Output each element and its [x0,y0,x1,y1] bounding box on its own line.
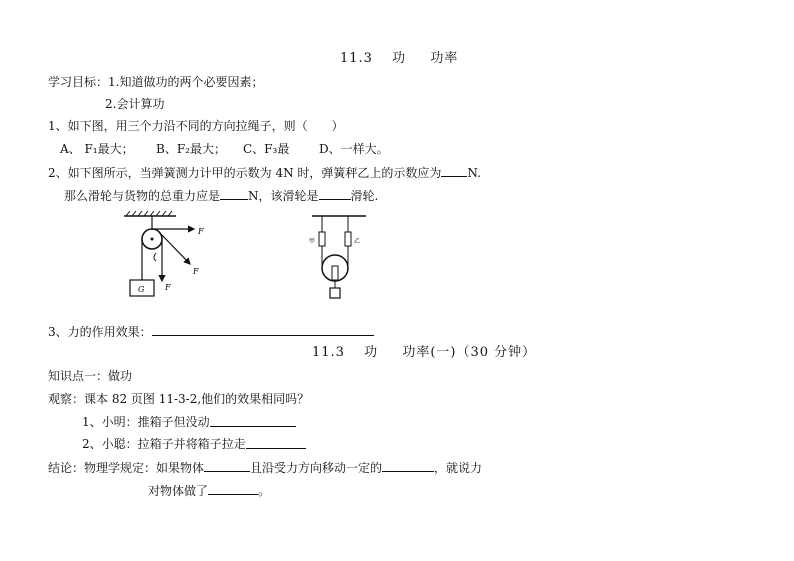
observe-item-1-text: 1、小明：推箱子但没动 [82,415,210,429]
answer-blank-distance[interactable] [382,460,434,472]
observe-item-1 [82,415,296,429]
knowledge-point-1: 知识点一：做功 [48,369,133,383]
observe-item-2 [82,437,306,451]
question-2-text-d: N，该滑轮是 [248,189,319,203]
learning-goal-1: 1.知道做功的两个必要因素； [108,75,264,89]
conclusion-line-2 [148,483,270,498]
learning-goal-prefix: 学习目标： [48,75,109,89]
spring-balance-right-label: 乙 [354,238,361,245]
answer-blank-total-weight[interactable] [220,188,248,200]
answer-blank-item-2[interactable] [246,441,306,449]
question-1-stem: 1、如下图，用三个力沿不同的方向拉绳子，则（ ） [48,119,344,133]
question-1-option-b: B、F₂最大； [156,142,226,156]
load-block [330,288,340,298]
force-arrow-diagonal [159,232,190,264]
observe-item-2-text: 2、小聪：拉箱子并将箱子拉走 [82,437,246,451]
answer-blank-spring-reading[interactable] [441,165,467,177]
fixed-pulley-figure [118,208,218,300]
question-1-option-c: C、F₃最 [243,142,290,156]
conclusion-text-c: ，就说力 [434,461,483,475]
question-2-line-1 [48,165,481,180]
question-1-option-a: A、 F₁最大； [60,142,134,156]
question-2-text-e: 滑轮. [350,189,379,203]
pulley-frame [332,266,338,280]
answer-blank-work[interactable] [208,483,258,495]
spring-balance-right [345,232,351,246]
weight-label: G [138,285,145,294]
spring-balance-left-label: 甲 [309,238,316,245]
section-2-title: 11.3 功 功率(一)（30 分钟） [312,345,537,360]
question-2-text-b: N. [467,166,481,180]
movable-pulley-wheel [322,255,348,281]
conclusion-text-d: 对物体做了 [148,484,209,498]
question-3-stem: 3、力的作用效果： [48,325,152,339]
pulley-axle [151,238,154,241]
movable-pulley-figure [300,208,380,304]
page-title: 11.3 功 功率 [340,51,459,66]
conclusion-text-b: 且沿受力方向移动一定的 [250,461,383,475]
observe-text: 观察：课本 82 页图 11-3-2,他们的效果相同吗？ [48,392,310,406]
conclusion-text-e: 。 [258,484,271,498]
force-label-diagonal: F [193,267,199,276]
spring-balance-left [319,232,325,246]
conclusion-line-1 [48,460,482,475]
learning-goal-line-1 [48,75,263,89]
question-2-text-c: 那么滑轮与货物的总重力应是 [64,189,221,203]
answer-blank-force[interactable] [204,460,250,472]
answer-blank-pulley-type[interactable] [319,188,351,200]
rope-hook [154,253,156,261]
answer-blank-item-1[interactable] [210,419,296,427]
question-2-text-a: 2、如下图所示，当弹簧测力计甲的示数为 4N 时，弹簧秤乙上的示数应为 [48,166,442,180]
question-3-line [48,324,374,339]
answer-blank-force-effect[interactable] [152,324,374,336]
question-2-line-2 [64,188,378,203]
force-label-vertical: F [165,283,171,292]
learning-goal-2: 2.会计算功 [105,97,165,111]
question-1-option-d: D、一样大。 [319,142,389,156]
force-label-horizontal: F [198,227,204,236]
conclusion-text-a: 结论：物理学规定：如果物体 [48,461,205,475]
